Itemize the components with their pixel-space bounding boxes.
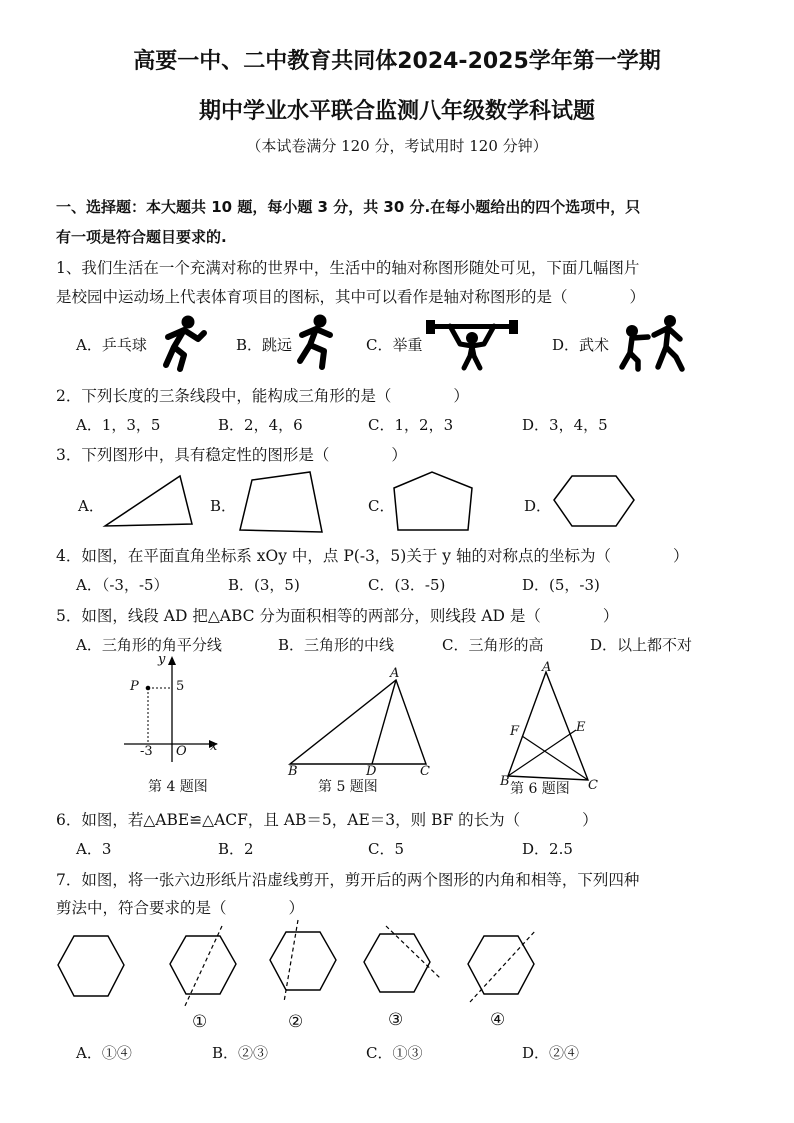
q3-option-b[interactable]: B． (210, 497, 237, 515)
q5-option-b[interactable]: B．三角形的中线 (278, 636, 395, 654)
q4-option-a[interactable]: A．（-3，-5） (76, 576, 169, 594)
fig6-f-label: F (510, 724, 520, 739)
q1-stem-line1: 1、我们生活在一个充满对称的世界中，生活中的轴对称图形随处可见，下面几幅图片 (56, 259, 640, 277)
q6-stem: 6．如图，若△ABE≌△ACF，且 AB＝5，AE＝3，则 BF 的长为（ ） (56, 811, 598, 829)
fig4-p-label: P (130, 679, 139, 694)
q4-stem: 4．如图，在平面直角坐标系 xOy 中，点 P(-3，5)关于 y 轴的对称点的坐标为（ ） (56, 547, 689, 565)
q4-option-d[interactable]: D．(5，-3) (522, 576, 600, 594)
q1-option-a[interactable]: A．乒乓球 (76, 336, 147, 354)
q3-stem: 3．下列图形中，具有稳定性的图形是（ ） (56, 446, 407, 464)
exam-title-line2: 期中学业水平联合监测八年级数学科试题 (198, 99, 595, 124)
fig5-a-label: A (390, 666, 400, 681)
fig4-neg3-label: -3 (140, 744, 153, 759)
fig6-caption: 第 6 题图 (510, 781, 570, 797)
fig5-b-label: B (288, 764, 298, 779)
q1-option-c[interactable]: C．举重 (366, 336, 423, 354)
exam-title-line1: 高要一中、二中教育共同体2024-2025学年第一学期 (133, 49, 661, 74)
q5-stem: 5．如图，线段 AD 把△ABC 分为面积相等的两部分，则线段 AD 是（ ） (56, 607, 619, 625)
q6-option-c[interactable]: C．5 (368, 840, 405, 858)
q1-option-b[interactable]: B．跳远 (236, 336, 293, 354)
q5-option-d[interactable]: D．以上都不对 (590, 636, 693, 654)
q7-stem-line2: 剪法中，符合要求的是（ ） (56, 899, 305, 917)
weightlifting-icon (424, 314, 520, 370)
q5-option-c[interactable]: C．三角形的高 (442, 636, 544, 654)
q2-stem: 2．下列长度的三条线段中，能构成三角形的是（ ） (56, 387, 469, 405)
martial-arts-icon (618, 313, 688, 371)
long-jump-icon (296, 313, 338, 371)
q7-option-a[interactable]: A．①④ (76, 1044, 132, 1062)
fig4-caption: 第 4 题图 (148, 779, 208, 795)
q4-option-c[interactable]: C．(3．-5) (368, 576, 446, 594)
table-tennis-icon (158, 313, 210, 371)
q7-figure-label-3: ③ (388, 1010, 404, 1030)
fig6-b-label: B (500, 774, 510, 789)
fig4-origin-label: O (176, 744, 187, 759)
fig4-five-label: 5 (176, 679, 185, 694)
q2-option-b[interactable]: B．2，4，6 (218, 416, 303, 434)
hexagon-cut-2 (266, 918, 340, 1004)
q3-option-d[interactable]: D． (524, 497, 552, 515)
q3-option-c[interactable]: C． (368, 497, 395, 515)
section-heading-line2: 有一项是符合题目要求的. (56, 228, 227, 246)
quadrilateral-shape (234, 470, 328, 534)
q7-figure-label-4: ④ (490, 1010, 506, 1030)
q2-option-a[interactable]: A．1，3，5 (76, 416, 161, 434)
exam-note: （本试卷满分 120 分，考试用时 120 分钟） (246, 137, 548, 155)
hexagon-shape (552, 474, 638, 528)
q6-option-d[interactable]: D．2.5 (522, 840, 573, 858)
q4-option-b[interactable]: B．(3，5) (228, 576, 300, 594)
fig4-coordinate-plane (118, 652, 228, 772)
hexagon-cut-4 (464, 926, 542, 1006)
fig6-c-label: C (588, 778, 598, 793)
q2-option-d[interactable]: D．3，4，5 (522, 416, 608, 434)
fig4-y-label: y (158, 652, 166, 667)
fig6-e-label: E (576, 720, 586, 735)
q2-option-c[interactable]: C．1，2，3 (368, 416, 454, 434)
q1-option-d[interactable]: D．武术 (552, 336, 610, 354)
hexagon-cut-3 (360, 920, 444, 1004)
q6-option-b[interactable]: B．2 (218, 840, 254, 858)
pentagon-shape (392, 470, 476, 534)
fig6-a-label: A (542, 660, 552, 675)
triangle-shape (100, 472, 196, 530)
q7-option-b[interactable]: B．②③ (212, 1044, 269, 1062)
q7-figure-label-2: ② (288, 1012, 304, 1032)
fig4-x-label: x (210, 739, 218, 754)
q7-option-c[interactable]: C．①③ (366, 1044, 423, 1062)
q7-option-d[interactable]: D．②④ (522, 1044, 580, 1062)
q5-option-a[interactable]: A．三角形的角平分线 (76, 636, 222, 654)
fig5-caption: 第 5 题图 (318, 779, 378, 795)
q7-figure-label-1: ① (192, 1012, 208, 1032)
fig5-d-label: D (366, 764, 377, 779)
q3-option-a[interactable]: A． (78, 497, 104, 515)
q6-option-a[interactable]: A．3 (76, 840, 112, 858)
fig5-c-label: C (420, 764, 430, 779)
q1-stem-line2: 是校园中运动场上代表体育项目的图标，其中可以看作是轴对称图形的是（ ） (56, 288, 646, 306)
fig5-triangle (286, 672, 434, 772)
hexagon-cut-1 (166, 924, 242, 1010)
q7-stem-line1: 7．如图，将一张六边形纸片沿虚线剪开，剪开后的两个图形的内角和相等，下列四种 (56, 871, 640, 889)
hexagon-original (54, 930, 128, 1004)
section-heading-line1: 一、选择题：本大题共 10 题，每小题 3 分，共 30 分.在每小题给出的四个选项中，只 (56, 198, 641, 216)
